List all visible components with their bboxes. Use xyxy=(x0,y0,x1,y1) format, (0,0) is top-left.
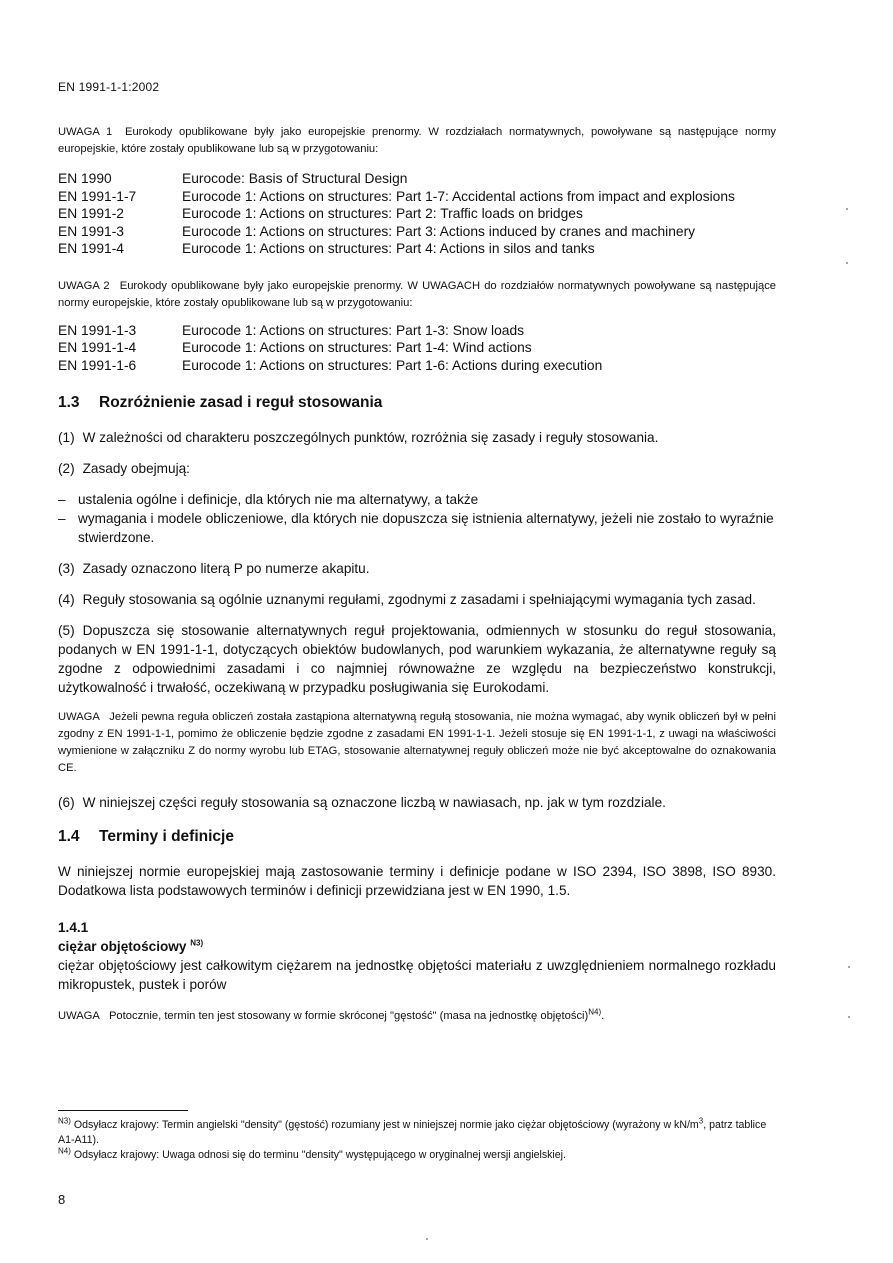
section-number: 1.4 xyxy=(58,828,80,845)
section-number: 1.3 xyxy=(58,394,80,411)
scan-speck xyxy=(848,1016,850,1018)
note-label: UWAGA xyxy=(58,1010,100,1022)
list-item: – ustalenia ogólne i definicje, dla których nie ma alternatywy, a także xyxy=(58,490,776,509)
reference-row xyxy=(58,188,776,206)
paragraph-number: (5) xyxy=(58,623,75,638)
term-definition: ciężar objętościowy jest całkowitym ciężarem na jednostkę objętości materiału z uwzględnieniem normalnego rozkładu mikropustek, pustek i porów xyxy=(58,958,776,992)
note-end: . xyxy=(601,1010,605,1022)
reference-row xyxy=(58,240,776,258)
note-2-label: UWAGA 2 xyxy=(58,279,110,292)
section-1-3-heading xyxy=(58,394,776,412)
scan-speck xyxy=(846,262,848,264)
footnote-separator xyxy=(58,1110,188,1111)
section-title: Terminy i definicje xyxy=(99,828,234,845)
reference-row xyxy=(58,357,776,375)
footnote-mark: N3) xyxy=(58,1116,71,1126)
footnote xyxy=(58,1118,778,1148)
section-1-4-intro: W niniejszej normie europejskiej mają zastosowanie terminy i definicje podane w ISO 2394, ISO 3898, ISO 8930. Dodatkowa lista podstawowych terminów i definicji przewidziana jest w EN 1990, 1.5. xyxy=(58,864,776,898)
reference-title: Eurocode 1: Actions on structures: Part 2: Traffic loads on bridges xyxy=(182,206,583,221)
reference-code: EN 1991-3 xyxy=(58,223,124,239)
document-id-header: EN 1991-1-1:2002 xyxy=(58,80,160,94)
paragraph-text: Zasady obejmują: xyxy=(82,461,190,476)
term-note xyxy=(58,1008,776,1025)
paragraph-number: (1) xyxy=(58,430,75,445)
note-1-text: Eurokody opublikowane były jako europejskie prenormy. W rozdziałach normatywnych, powoływane są następujące normy europejskie, które zostały opublikowane lub są w przygotowaniu: xyxy=(58,126,777,155)
scan-speck xyxy=(848,966,850,968)
reference-title: Eurocode: Basis of Structural Design xyxy=(182,171,408,186)
reference-title: Eurocode 1: Actions on structures: Part 1-7: Accidental actions from impact and explosions xyxy=(182,188,735,204)
paragraph-number: (6) xyxy=(58,795,75,810)
scan-speck xyxy=(426,1238,428,1240)
note-2-text: Eurokody opublikowane były jako europejskie prenormy. W UWAGACH do rozdziałów normatywnych powoływane są następujące normy europejskie, które zostały opublikowane lub są w przygotowaniu: xyxy=(58,279,777,309)
term-name xyxy=(58,937,776,956)
term-name-text: ciężar objętościowy xyxy=(58,939,187,954)
footnote-text: Odsyłacz krajowy: Uwaga odnosi się do terminu "density" występującego w oryginalnej wersji angielskiej. xyxy=(73,1149,566,1161)
footnote-ref: N3) xyxy=(190,938,204,948)
page-number: 8 xyxy=(58,1192,66,1207)
footnotes xyxy=(58,1118,778,1163)
paragraph-1 xyxy=(58,428,776,447)
list-item: – wymagania i modele obliczeniowe, dla których nie dopuszcza się istnienia alternatywy, jeżeli nie zostało to wyraźnie stwierdzone. xyxy=(58,509,776,547)
reference-title: Eurocode 1: Actions on structures: Part 4: Actions in silos and tanks xyxy=(182,241,595,256)
reference-code: EN 1991-1-7 xyxy=(58,188,137,204)
footnote-superscript: 3 xyxy=(698,1116,704,1126)
reference-code: EN 1991-1-3 xyxy=(58,322,137,338)
reference-row xyxy=(58,223,776,241)
reference-list-2 xyxy=(58,322,776,375)
paragraph-3 xyxy=(58,559,776,578)
term-1-4-1 xyxy=(58,918,776,1025)
reference-row xyxy=(58,205,776,223)
paragraph-number: (3) xyxy=(58,561,75,576)
reference-code: EN 1991-4 xyxy=(58,241,124,256)
reference-title: Eurocode 1: Actions on structures: Part 3: Actions induced by cranes and machinery xyxy=(182,223,696,239)
note-1 xyxy=(58,124,776,158)
paragraph-4 xyxy=(58,590,776,609)
term-number: 1.4.1 xyxy=(58,920,89,935)
reference-title: Eurocode 1: Actions on structures: Part 1-3: Snow loads xyxy=(182,322,525,338)
paragraph-2 xyxy=(58,459,776,478)
note-label: UWAGA xyxy=(58,711,100,723)
paragraph-text: Zasady oznaczono literą P po numerze akapitu. xyxy=(82,561,370,576)
document-page xyxy=(58,80,776,1025)
paragraph-number: (4) xyxy=(58,592,75,607)
note-1-label: UWAGA 1 xyxy=(58,126,113,138)
paragraph-text: W niniejszej części reguły stosowania są oznaczone liczbą w nawiasach, np. jak w tym rozdziale. xyxy=(82,795,666,810)
paragraph-5 xyxy=(58,621,776,697)
reference-code: EN 1991-2 xyxy=(58,206,124,221)
scan-speck xyxy=(846,208,848,210)
paragraph-number: (2) xyxy=(58,461,75,476)
paragraph-text: Dopuszcza się stosowanie alternatywnych reguł projektowania, odmiennych w stosunku do reguł stosowania, podanych w EN 1991-1-1, dotyczących obiektów budowlanych, pod warunkiem wykazania, że alternatywne reguły są zgodne z odpowiednimi zasadami i co najmniej równoważne ze względu na bezpieczeństwo konstrukcji, użytkowalność i trwałość, oczekiwaną w przypadku posługiwania się Eurokodami. xyxy=(58,623,776,695)
note-text: Jeżeli pewna reguła obliczeń została zastąpiona alternatywną regułą stosowania, nie można wymagać, aby wynik obliczeń był w pełni zgodny z EN 1991-1-1, pomimo że obliczenie będzie zgodne z zasadami EN 1991-1-1. Jeżeli stosuje się EN 1991-1-1, z uwagi na właściwości wymienione w załączniku Z do normy wyrobu lub ETAG, stosowanie alternatywnej reguły obliczeń może nie być akceptowalne do oznakowania CE. xyxy=(58,711,776,774)
footnote-mark: N4) xyxy=(58,1146,71,1156)
section-title: Rozróżnienie zasad i reguł stosowania xyxy=(99,394,383,411)
footnote-text: Odsyłacz krajowy: Termin angielski "density" (gęstość) rozumiany jest w niniejszej normie jako ciężar objętościowy (wyrażony w kN/m xyxy=(73,1119,699,1131)
paragraph-text: Reguły stosowania są ogólnie uznanymi regułami, zgodnymi z zasadami i spełniającymi wymagania tych zasad. xyxy=(82,592,756,607)
footnote-ref: N4) xyxy=(588,1007,602,1017)
paragraph-6 xyxy=(58,793,776,812)
reference-row xyxy=(58,322,776,340)
reference-list-1 xyxy=(58,170,776,258)
reference-code: EN 1990 xyxy=(58,171,112,186)
reference-code: EN 1991-1-6 xyxy=(58,357,137,373)
paragraph-text: W zależności od charakteru poszczególnych punktów, rozróżnia się zasady i reguły stosowania. xyxy=(82,430,659,445)
reference-row xyxy=(58,170,776,188)
principles-list xyxy=(58,490,776,547)
reference-title: Eurocode 1: Actions on structures: Part 1-4: Wind actions xyxy=(182,340,532,355)
section-1-4-heading xyxy=(58,828,776,846)
note-alternative-rules xyxy=(58,709,776,777)
footnote-text-end: , patrz tablice A1-A11). xyxy=(58,1119,767,1146)
reference-row xyxy=(58,339,776,357)
reference-code: EN 1991-1-4 xyxy=(58,340,137,355)
reference-title: Eurocode 1: Actions on structures: Part 1-6: Actions during execution xyxy=(182,357,603,373)
note-text: Potocznie, termin ten jest stosowany w formie skróconej "gęstość" (masa na jednostkę objętości) xyxy=(108,1010,589,1022)
footnote xyxy=(58,1148,778,1163)
note-2 xyxy=(58,278,776,312)
